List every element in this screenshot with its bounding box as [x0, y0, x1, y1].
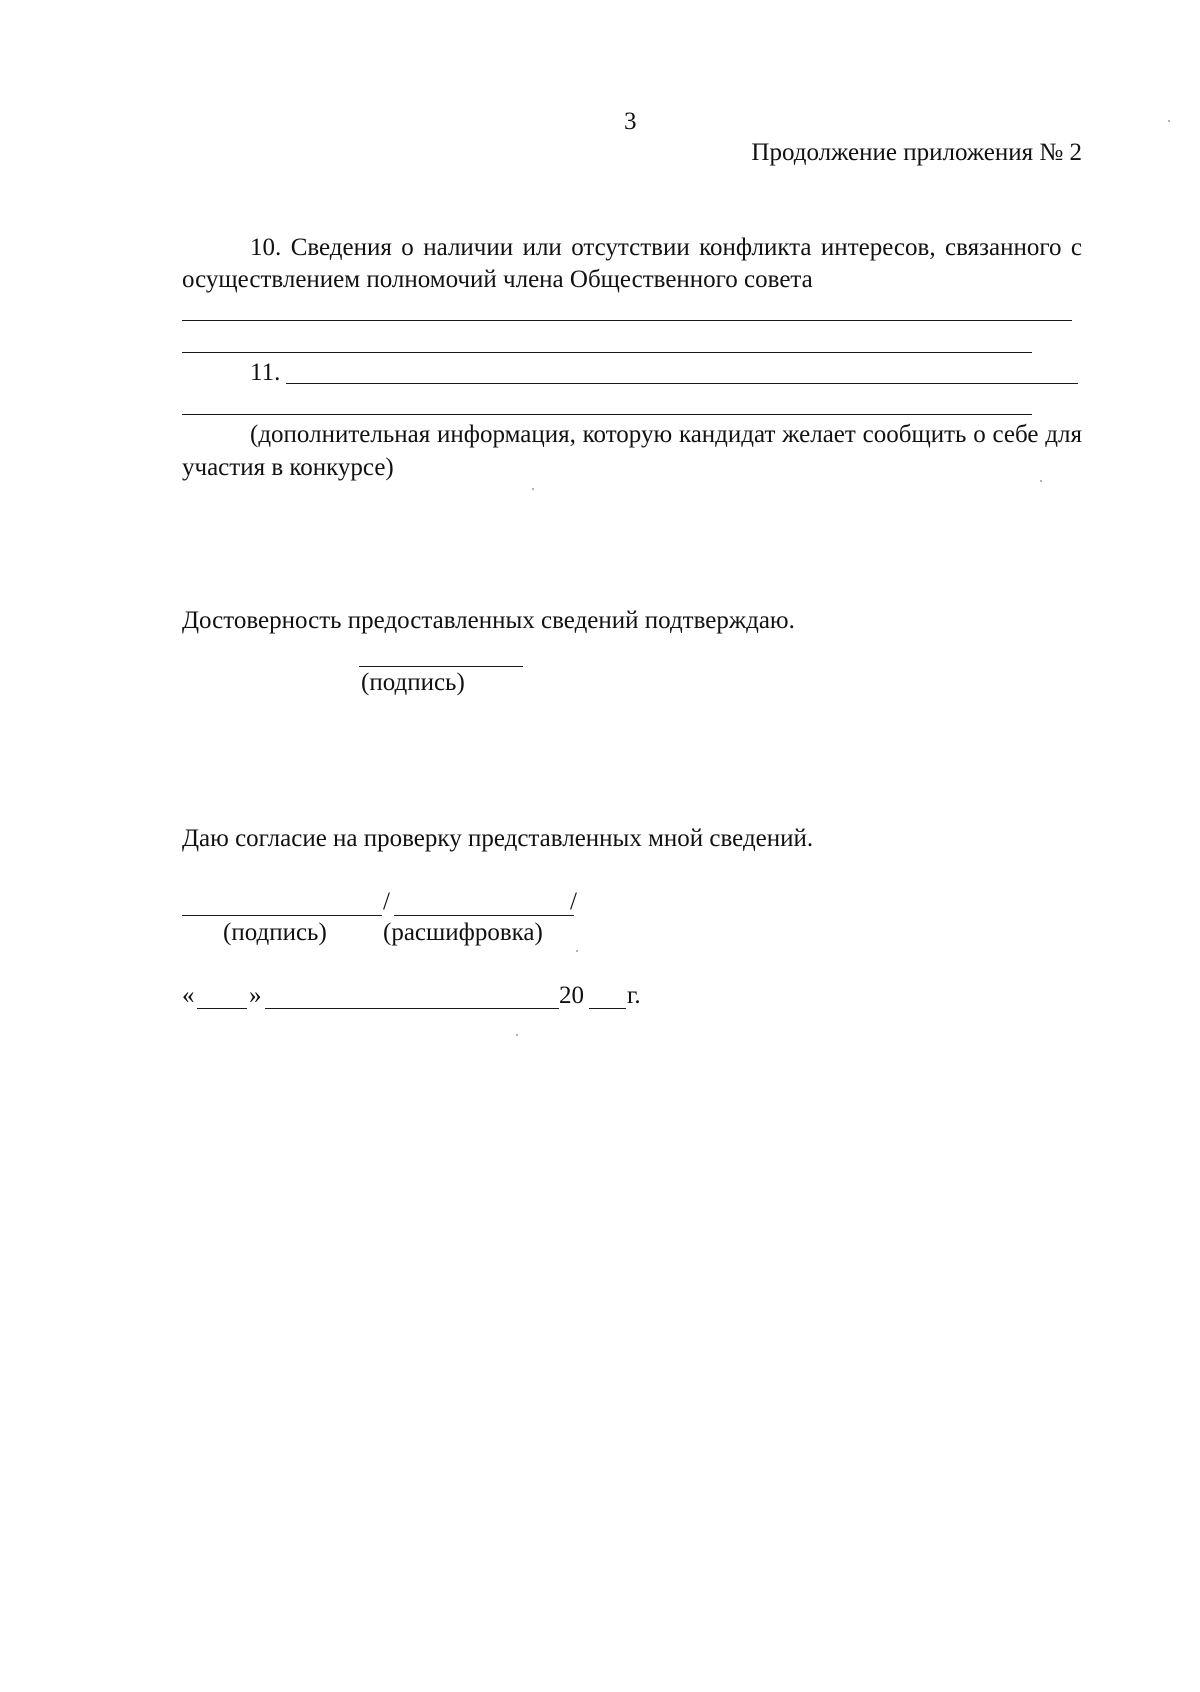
- item-10-blank-line-1[interactable]: [182, 320, 1072, 321]
- additional-info-caption: (дополнительная информация, которую кандидат желает сообщить о себе для участия в конкурсе): [182, 421, 1082, 481]
- date-close-quote: »: [249, 982, 262, 1009]
- scan-speck: [576, 950, 578, 952]
- consent-signature-line[interactable]: [182, 915, 382, 916]
- date-open-quote: «: [182, 982, 195, 1009]
- item-10-blank-line-2[interactable]: [182, 352, 1032, 353]
- consent-decoding-caption: (расшифровка): [383, 919, 543, 946]
- signature-separator-slash: /: [383, 888, 390, 915]
- decoding-end-slash: /: [570, 888, 577, 915]
- scan-speck: [516, 1034, 518, 1036]
- date-year-prefix: 20: [559, 982, 584, 1009]
- item-11-number: 11.: [250, 359, 281, 386]
- page-number: 3: [624, 108, 637, 135]
- appendix-note: Продолжение приложения № 2: [751, 139, 1082, 166]
- scan-speck: [1040, 480, 1042, 482]
- item-11-blank-line-2[interactable]: [182, 414, 1032, 415]
- scan-speck: [1168, 120, 1170, 122]
- consent-decoding-line[interactable]: [394, 915, 574, 916]
- consent-statement: Даю согласие на проверку представленных мной сведений.: [182, 825, 814, 852]
- date-year-suffix: г.: [627, 982, 641, 1009]
- confirmation-statement: Достоверность предоставленных сведений подтверждаю.: [182, 607, 795, 634]
- item-11-blank-line-1[interactable]: [286, 383, 1078, 384]
- date-day-blank[interactable]: [197, 1008, 247, 1009]
- scan-speck: [532, 488, 534, 490]
- item-10-text: 10. Сведения о наличии или отсутствии конфликта интересов, связанного с осуществлением полномочий члена Общественного совета: [182, 234, 1082, 293]
- date-month-blank[interactable]: [265, 1008, 559, 1009]
- date-year-blank[interactable]: [589, 1008, 626, 1009]
- consent-signature-caption: (подпись): [223, 919, 327, 946]
- confirmation-signature-caption: (подпись): [361, 669, 465, 696]
